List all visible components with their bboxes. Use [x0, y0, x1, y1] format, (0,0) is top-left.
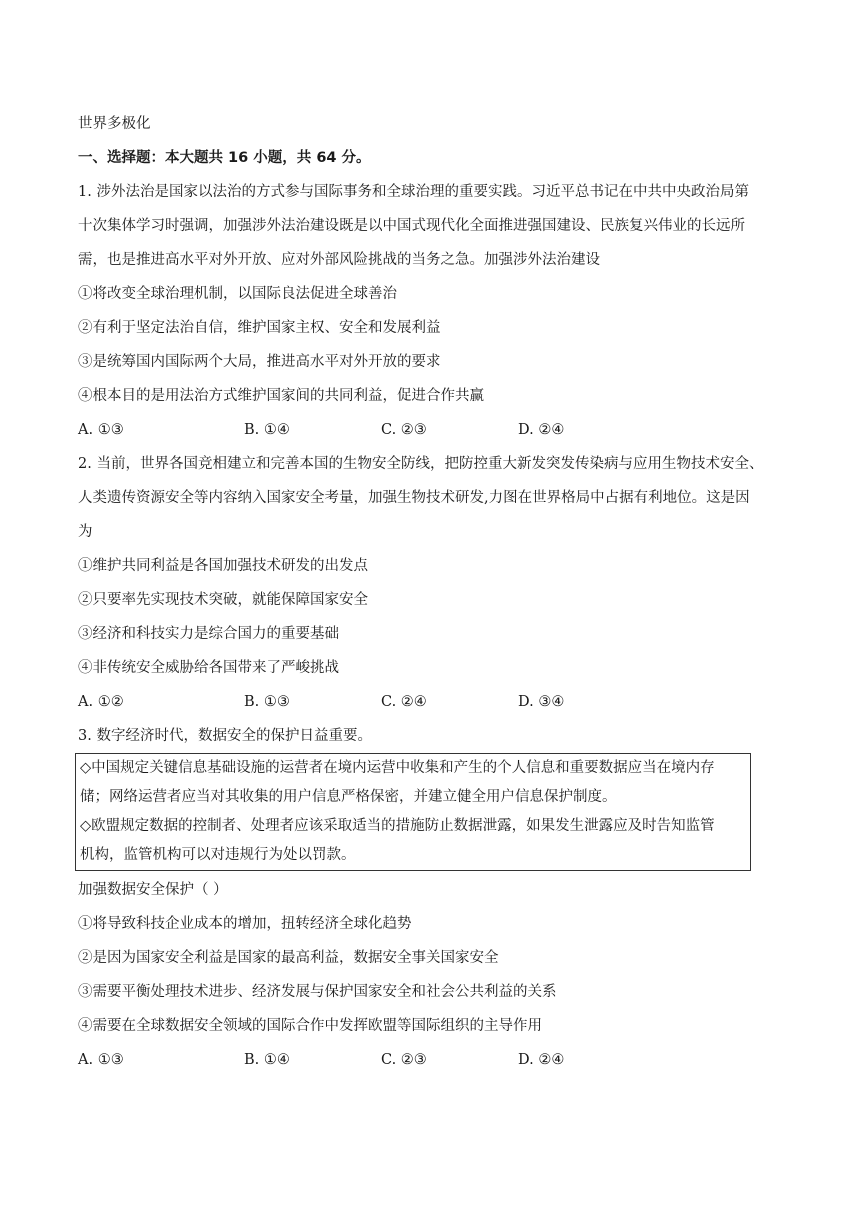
- statement-2: ②是因为国家安全利益是国家的最高利益，数据安全事关国家安全: [78, 950, 499, 966]
- statement-1: ①维护共同利益是各国加强技术研发的出发点: [78, 558, 368, 574]
- statement-1: ①将改变全球治理机制，以国际良法促进全球善治: [78, 286, 397, 302]
- material-box: [75, 753, 751, 871]
- option-b[interactable]: B. ①④: [244, 422, 290, 438]
- exam-page: [78, 107, 794, 1077]
- question-stem-line: 1. 涉外法治是国家以法治的方式参与国际事务和全球治理的重要实践。习近平总书记在中共中央政治局第: [78, 184, 749, 200]
- statement-3: ③经济和科技实力是综合国力的重要基础: [78, 626, 339, 642]
- material-line: 机构，监管机构可以对违规行为处以罚款。: [80, 847, 356, 863]
- option-c[interactable]: C. ②③: [381, 1052, 427, 1068]
- question-prompt: 加强数据安全保护（ ）: [78, 882, 228, 898]
- option-d[interactable]: D. ②④: [518, 422, 565, 438]
- answer-options: [78, 685, 794, 719]
- option-c[interactable]: C. ②④: [381, 694, 427, 710]
- answer-options: [78, 413, 794, 447]
- option-c[interactable]: C. ②③: [381, 422, 427, 438]
- option-d[interactable]: D. ③④: [518, 694, 565, 710]
- material-line: ◇中国规定关键信息基础设施的运营者在境内运营中收集和产生的个人信息和重要数据应当在境内存: [80, 760, 715, 776]
- option-a[interactable]: A. ①②: [78, 694, 124, 710]
- option-b[interactable]: B. ①④: [244, 1052, 290, 1068]
- section-heading: 一、选择题：本大题共 16 小题，共 64 分。: [78, 150, 371, 166]
- material-line: ◇欧盟规定数据的控制者、处理者应该采取适当的措施防止数据泄露，如果发生泄露应及时告知监管: [80, 818, 715, 834]
- statement-1: ①将导致科技企业成本的增加，扭转经济全球化趋势: [78, 916, 412, 932]
- option-d[interactable]: D. ②④: [518, 1052, 565, 1068]
- statement-4: ④根本目的是用法治方式维护国家间的共同利益，促进合作共赢: [78, 388, 484, 404]
- topic-title: 世界多极化: [78, 116, 151, 132]
- question-1: [78, 175, 794, 447]
- question-3: [78, 719, 794, 1077]
- statement-4: ④需要在全球数据安全领域的国际合作中发挥欧盟等国际组织的主导作用: [78, 1018, 542, 1034]
- answer-options: [78, 1043, 794, 1077]
- material-line: 储；网络运营者应当对其收集的用户信息严格保密，并建立健全用户信息保护制度。: [80, 789, 617, 805]
- question-2: [78, 447, 794, 719]
- question-stem-line: 为: [78, 524, 93, 540]
- statement-4: ④非传统安全威胁给各国带来了严峻挑战: [78, 660, 339, 676]
- statement-3: ③需要平衡处理技术进步、经济发展与保护国家安全和社会公共利益的关系: [78, 984, 557, 1000]
- question-stem-line: 2. 当前，世界各国竞相建立和完善本国的生物安全防线，把防控重大新发突发传染病与应用生物技术安全、: [78, 456, 764, 472]
- question-stem-line: 十次集体学习时强调，加强涉外法治建设既是以中国式现代化全面推进强国建设、民族复兴伟业的长远所: [78, 218, 745, 234]
- question-stem-line: 3. 数字经济时代，数据安全的保护日益重要。: [78, 728, 372, 744]
- statement-2: ②有利于坚定法治自信，维护国家主权、安全和发展利益: [78, 320, 441, 336]
- option-b[interactable]: B. ①③: [244, 694, 290, 710]
- option-a[interactable]: A. ①③: [78, 1052, 124, 1068]
- option-a[interactable]: A. ①③: [78, 422, 124, 438]
- question-stem-line: 需，也是推进高水平对外开放、应对外部风险挑战的当务之急。加强涉外法治建设: [78, 252, 600, 268]
- question-stem-line: 人类遗传资源安全等内容纳入国家安全考量，加强生物技术研发,力图在世界格局中占据有利地位。这是因: [78, 490, 750, 506]
- statement-2: ②只要率先实现技术突破，就能保障国家安全: [78, 592, 368, 608]
- statement-3: ③是统筹国内国际两个大局，推进高水平对外开放的要求: [78, 354, 441, 370]
